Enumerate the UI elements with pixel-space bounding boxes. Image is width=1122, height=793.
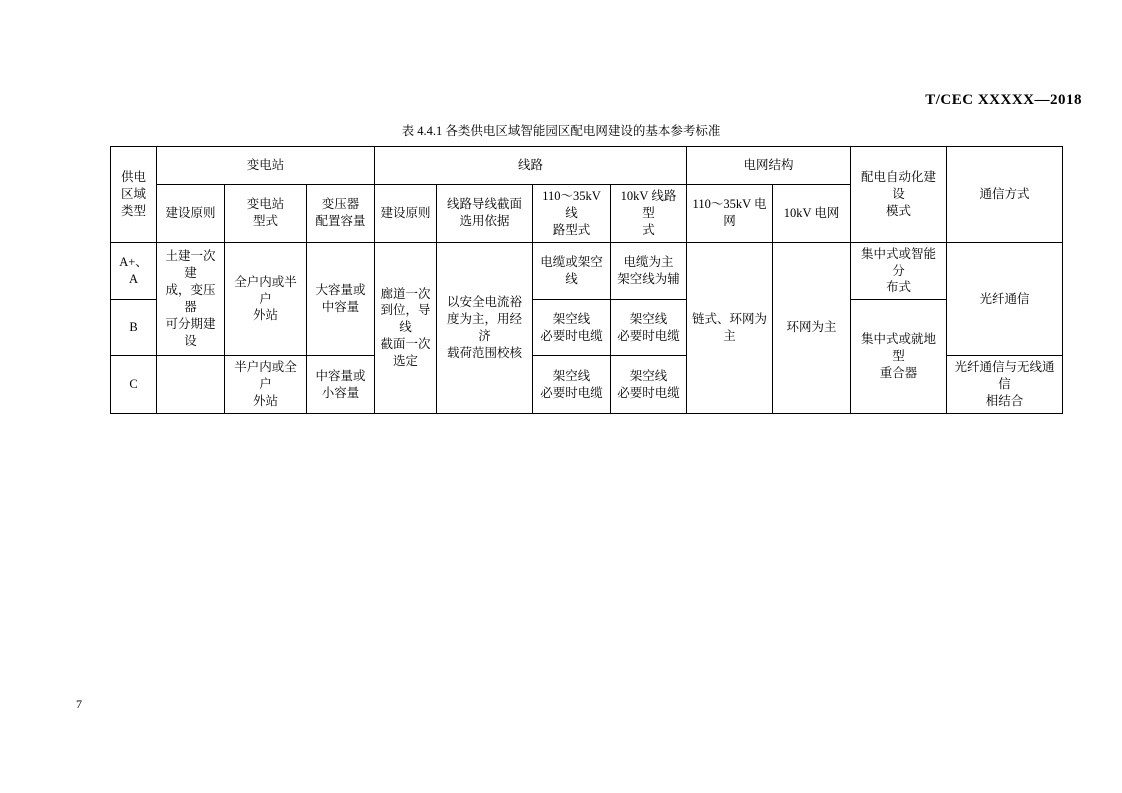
cell-communication-c <box>947 356 1063 414</box>
cell-line-principle-line3: 截面一次 <box>380 337 431 352</box>
cell-automation-a <box>851 242 947 300</box>
header-line-10-line2: 式 <box>642 222 655 237</box>
cell-sub-type-ab <box>225 242 307 356</box>
cell-c-line-10-line2: 必要时电缆 <box>617 385 680 400</box>
cell-a-line-10-line1: 电缆为主 <box>623 255 674 270</box>
header-area-type <box>111 147 157 243</box>
header-grid-group: 电网结构 <box>687 147 851 185</box>
cell-area-type-b: B <box>111 300 157 356</box>
header-line-group: 线路 <box>375 147 687 185</box>
cell-sub-principle-c <box>157 356 225 414</box>
cell-sub-capacity-c-line2: 小容量 <box>321 385 360 400</box>
cell-grid-110-35: 链式、环网为主 <box>687 242 773 413</box>
cell-automation-a-line2: 布式 <box>886 280 912 295</box>
cell-communication-ab: 光纤通信 <box>947 242 1063 356</box>
cell-sub-principle-line2: 成，变压器 <box>165 283 216 314</box>
header-substation-group: 变电站 <box>157 147 375 185</box>
cell-line-principle-line2: 到位，导线 <box>380 303 431 335</box>
cell-automation-bc-line1: 集中式或就地型 <box>861 332 937 364</box>
header-grid-110-35-line1: 110～35kV 电 <box>692 197 767 212</box>
cell-c-line-110-35 <box>533 356 611 414</box>
header-sub-type-line1: 变电站 <box>246 197 285 212</box>
header-sub-capacity-line1: 变压器 <box>321 197 360 212</box>
reference-standard-table <box>110 146 1063 414</box>
table-caption: 表 4.4.1 各类供电区域智能园区配电网建设的基本参考标准 <box>401 124 721 138</box>
header-area-type-line2: 区域 <box>120 186 146 201</box>
header-area-type-line1: 供电 <box>120 170 146 184</box>
cell-grid-10: 环网为主 <box>773 242 851 413</box>
header-grid-110-35-line2: 网 <box>723 214 736 229</box>
cell-b-line-110-35-line1: 架空线 <box>552 311 591 326</box>
cell-sub-principle-line3: 可分期建设 <box>165 316 216 348</box>
cell-a-line-10 <box>611 242 687 300</box>
header-line-110-35-line2: 路型式 <box>552 222 591 237</box>
cell-sub-principle <box>157 242 225 356</box>
header-automation <box>851 147 947 243</box>
header-sub-capacity <box>307 185 375 243</box>
cell-sub-capacity-c-line1: 中容量或 <box>315 368 366 383</box>
cell-a-line-10-line2: 架空线为辅 <box>617 271 680 286</box>
cell-a-line-110-35-line2: 线 <box>565 271 578 286</box>
header-grid-10: 10kV 电网 <box>773 185 851 243</box>
cell-sub-principle-line1: 土建一次建 <box>165 249 216 281</box>
cell-sub-capacity-ab-line1: 大容量或 <box>315 283 366 298</box>
cell-sub-capacity-ab <box>307 242 375 356</box>
header-area-type-line3: 类型 <box>120 203 146 218</box>
cell-a-line-110-35-line1: 电缆或架空 <box>540 255 603 270</box>
cell-c-line-10-line1: 架空线 <box>629 368 668 383</box>
header-line-section <box>437 185 533 243</box>
cell-c-line-110-35-line1: 架空线 <box>552 368 591 383</box>
cell-b-line-110-35 <box>533 300 611 356</box>
header-sub-type <box>225 185 307 243</box>
table-group-header-row <box>111 147 1063 185</box>
cell-line-principle-line4: 选定 <box>393 354 419 369</box>
cell-sub-type-ab-line1: 全户内或半户 <box>234 274 297 306</box>
cell-line-section <box>437 242 533 413</box>
cell-c-line-110-35-line2: 必要时电缆 <box>540 385 603 400</box>
header-communication: 通信方式 <box>947 147 1063 243</box>
cell-a-line-110-35 <box>533 242 611 300</box>
cell-c-line-10 <box>611 356 687 414</box>
standard-code-header: T/CEC XXXXX—2018 <box>925 92 1082 108</box>
header-automation-line2: 模式 <box>886 203 912 218</box>
header-line-10 <box>611 185 687 243</box>
table-row <box>111 242 1063 300</box>
cell-sub-type-ab-line2: 外站 <box>252 308 278 323</box>
cell-line-section-line2: 度为主，用经济 <box>447 311 523 343</box>
header-line-10-line1: 10kV 线路型 <box>620 189 677 220</box>
table-container <box>110 146 1062 414</box>
cell-sub-type-c-line1: 半户内或全户 <box>234 360 297 392</box>
cell-sub-capacity-ab-line2: 中容量 <box>321 299 360 314</box>
header-line-section-line1: 线路导线截面 <box>447 197 523 212</box>
cell-sub-type-c-line2: 外站 <box>252 394 278 408</box>
header-grid-110-35 <box>687 185 773 243</box>
header-sub-type-line2: 型式 <box>252 214 278 229</box>
cell-communication-c-line2: 相结合 <box>985 394 1024 408</box>
cell-communication-c-line1: 光纤通信与无线通信 <box>954 360 1055 392</box>
cell-area-type-c: C <box>111 356 157 414</box>
cell-line-section-line1: 以安全电流裕 <box>447 295 523 309</box>
page-number: 7 <box>76 697 82 711</box>
header-line-principle: 建设原则 <box>375 185 437 243</box>
header-line-section-line2: 选用依据 <box>459 214 510 229</box>
cell-automation-a-line1: 集中式或智能分 <box>861 246 937 278</box>
cell-line-principle-line1: 廊道一次 <box>380 286 431 301</box>
header-automation-line1: 配电自动化建设 <box>861 170 937 201</box>
cell-line-section-line3: 载荷范围校核 <box>447 345 523 360</box>
cell-sub-type-c <box>225 356 307 414</box>
cell-sub-capacity-c <box>307 356 375 414</box>
header-line-110-35 <box>533 185 611 243</box>
cell-automation-bc-line2: 重合器 <box>879 366 918 380</box>
cell-b-line-110-35-line2: 必要时电缆 <box>540 328 603 343</box>
cell-b-line-10 <box>611 300 687 356</box>
header-sub-capacity-line2: 配置容量 <box>315 214 366 229</box>
header-line-110-35-line1: 110～35kV 线 <box>542 189 601 220</box>
cell-b-line-10-line2: 必要时电缆 <box>617 328 680 343</box>
header-sub-principle: 建设原则 <box>157 185 225 243</box>
cell-automation-bc <box>851 300 947 414</box>
cell-b-line-10-line1: 架空线 <box>629 311 668 326</box>
cell-line-principle <box>375 242 437 413</box>
cell-area-type-a: A+、A <box>111 242 157 300</box>
